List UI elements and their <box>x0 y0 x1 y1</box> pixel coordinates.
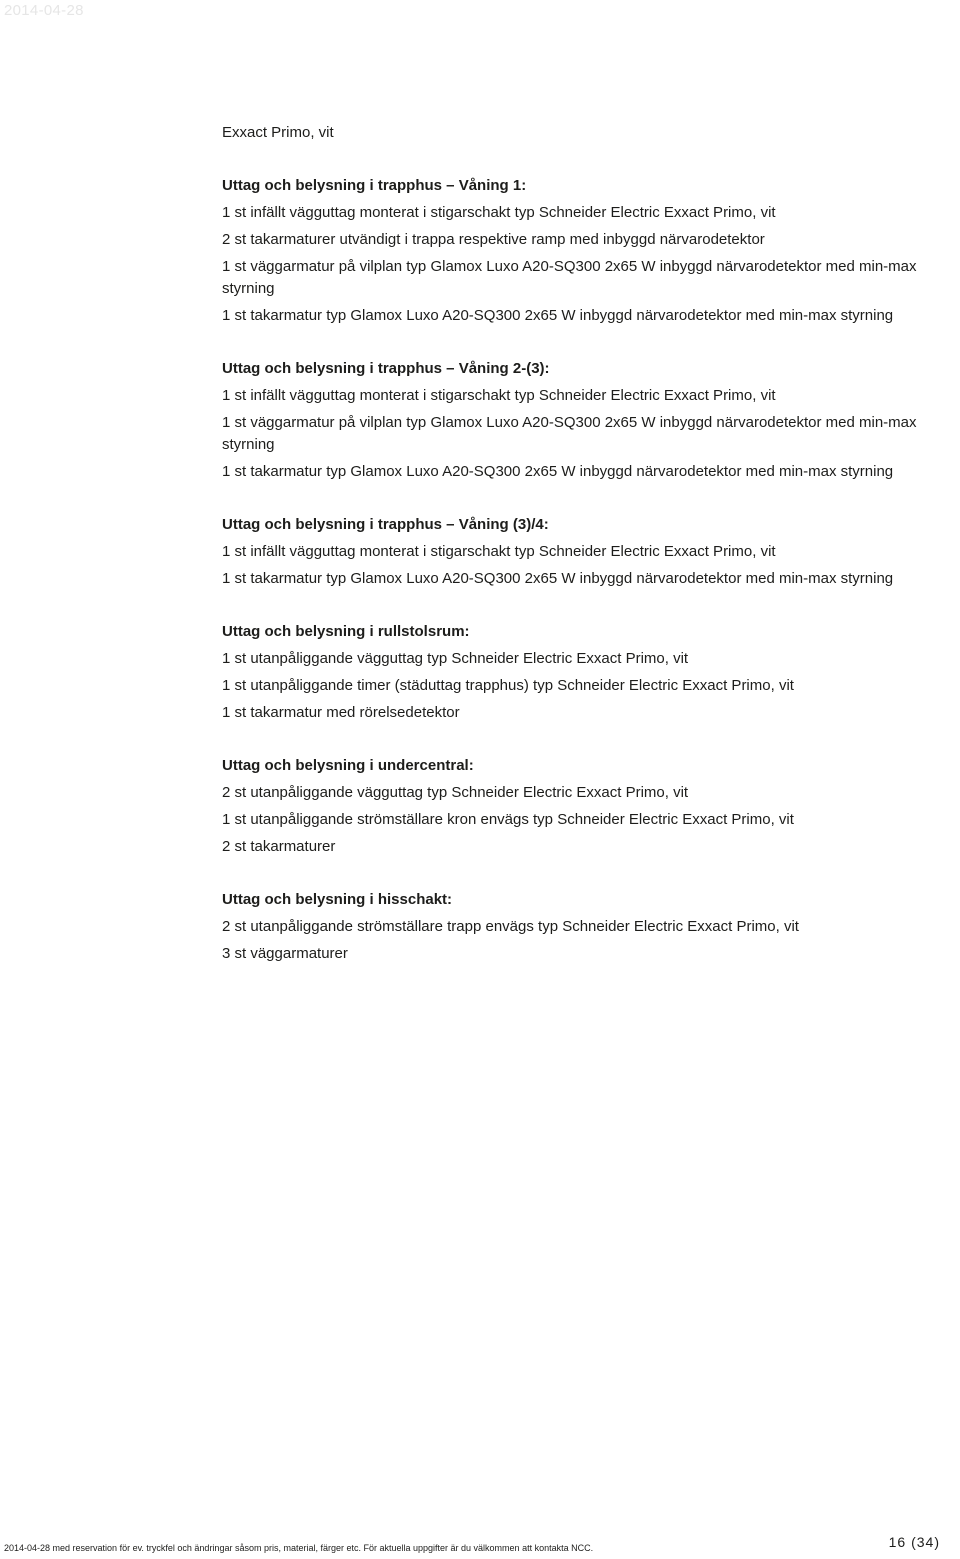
page-footer <box>4 1534 940 1556</box>
page-number: 16 (34) <box>888 1534 940 1550</box>
section-vaning-2-3 <box>222 358 922 483</box>
list-item: 1 st utanpåliggande strömställare kron envägs typ Schneider Electric Exxact Primo, vit <box>222 811 794 828</box>
document-body <box>222 122 922 996</box>
list-item: 1 st takarmatur typ Glamox Luxo A20-SQ300 2x65 W inbyggd närvarodetektor med min-max styrning <box>222 307 894 324</box>
section-hisschakt <box>222 889 922 965</box>
footer-disclaimer: 2014-04-28 med reservation för ev. tryckfel och ändringar såsom pris, material, färger etc. För aktuella uppgifter är du välkommen att kontakta NCC. <box>4 1543 594 1553</box>
list-item: 2 st utanpåliggande vägguttag typ Schneider Electric Exxact Primo, vit <box>222 784 689 801</box>
list-item: 2 st takarmaturer utvändigt i trappa respektive ramp med inbyggd närvarodetektor <box>222 231 765 248</box>
list-item: 1 st takarmatur typ Glamox Luxo A20-SQ300 2x65 W inbyggd närvarodetektor med min-max styrning <box>222 570 894 587</box>
list-item: 1 st väggarmatur på vilplan typ Glamox Luxo A20-SQ300 2x65 W inbyggd närvarodetektor med min-max styrning <box>222 258 917 297</box>
list-item: 1 st infällt vägguttag monterat i stigarschakt typ Schneider Electric Exxact Primo, vit <box>222 543 776 560</box>
list-item: 2 st utanpåliggande strömställare trapp envägs typ Schneider Electric Exxact Primo, vit <box>222 918 799 935</box>
section-undercentral <box>222 755 922 858</box>
list-item: 1 st väggarmatur på vilplan typ Glamox Luxo A20-SQ300 2x65 W inbyggd närvarodetektor med min-max styrning <box>222 414 917 453</box>
list-item: 1 st utanpåliggande timer (städuttag trapphus) typ Schneider Electric Exxact Primo, vit <box>222 677 794 694</box>
list-item: 1 st infällt vägguttag monterat i stigarschakt typ Schneider Electric Exxact Primo, vit <box>222 204 776 221</box>
list-item: 1 st takarmatur med rörelsedetektor <box>222 704 460 721</box>
section-title: Uttag och belysning i hisschakt: <box>222 891 453 908</box>
section-title: Uttag och belysning i trapphus – Våning 1: <box>222 177 527 194</box>
date-watermark: 2014-04-28 <box>4 2 84 19</box>
section-vaning-1 <box>222 175 922 327</box>
list-item: 1 st utanpåliggande vägguttag typ Schneider Electric Exxact Primo, vit <box>222 650 689 667</box>
list-item: 1 st takarmatur typ Glamox Luxo A20-SQ300 2x65 W inbyggd närvarodetektor med min-max styrning <box>222 463 894 480</box>
list-item: 3 st väggarmaturer <box>222 945 348 962</box>
section-vaning-3-4 <box>222 514 922 590</box>
section-title: Uttag och belysning i rullstolsrum: <box>222 623 470 640</box>
list-item: 2 st takarmaturer <box>222 838 336 855</box>
section-title: Uttag och belysning i trapphus – Våning 2-(3): <box>222 360 550 377</box>
section-title: Uttag och belysning i trapphus – Våning (3)/4: <box>222 516 549 533</box>
intro-line: Exxact Primo, vit <box>222 124 334 141</box>
section-title: Uttag och belysning i undercentral: <box>222 757 474 774</box>
section-rullstolsrum <box>222 621 922 724</box>
list-item: 1 st infällt vägguttag monterat i stigarschakt typ Schneider Electric Exxact Primo, vit <box>222 387 776 404</box>
